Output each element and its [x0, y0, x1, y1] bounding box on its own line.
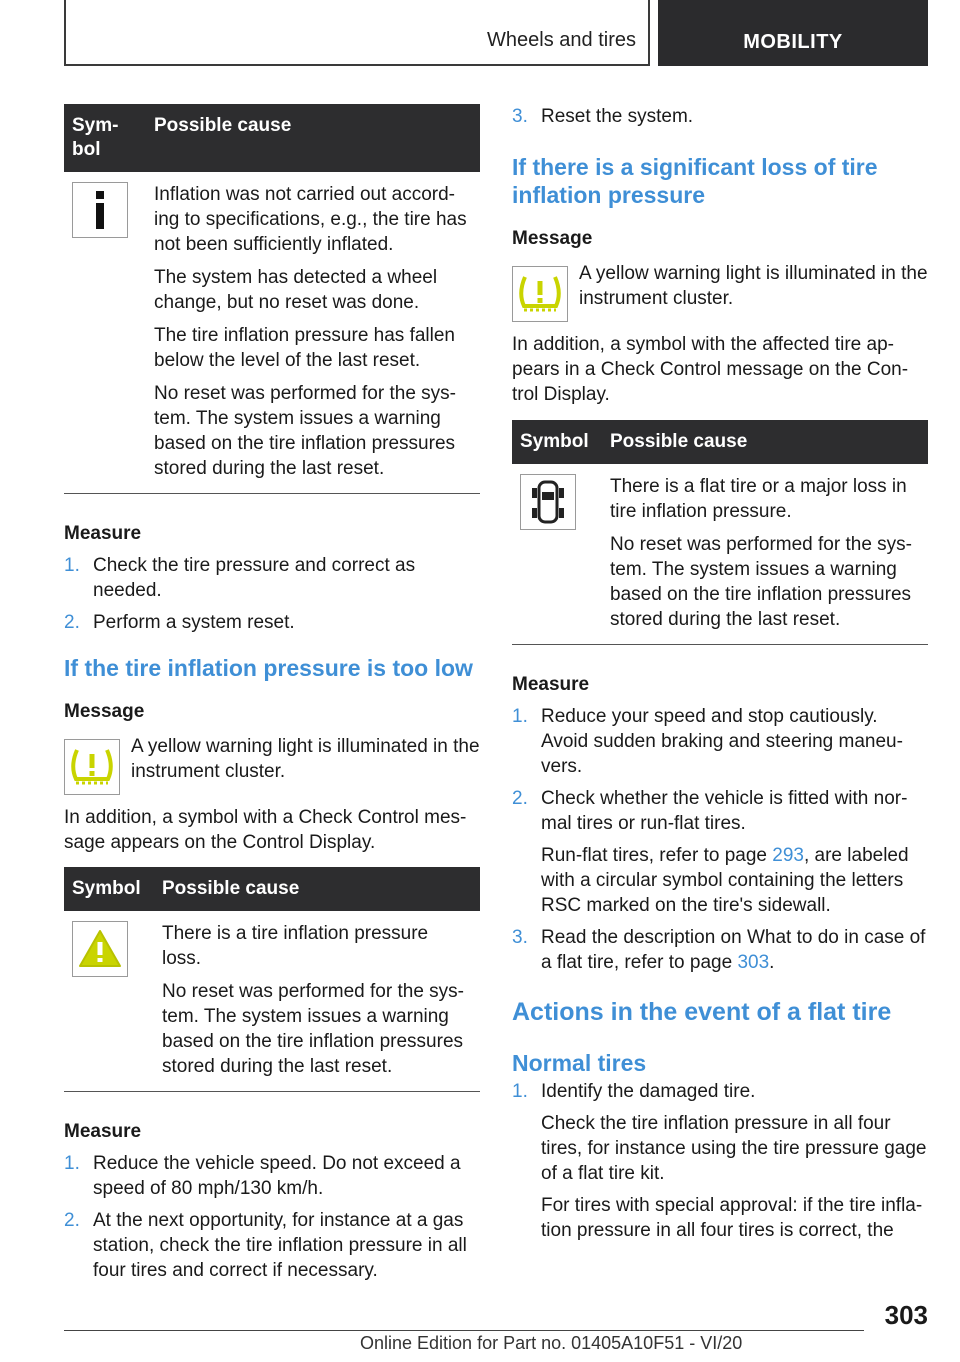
step-text: Reset the system. [541, 106, 694, 127]
measure-list [512, 704, 928, 975]
message-title: Message [64, 701, 145, 722]
left-column [64, 104, 480, 1283]
table-header-symbol: Symbol [512, 420, 602, 464]
message-text: A yellow warning light is illuminated in the instrument cluster. [579, 263, 928, 309]
measure-title: Measure [64, 523, 142, 544]
table-header-cause: Possible cause [146, 104, 480, 172]
symbol-cell [64, 911, 154, 1092]
list-item [512, 786, 928, 918]
symbol-table-3 [512, 420, 928, 645]
step-subtext [541, 843, 928, 918]
page-link-303[interactable]: 303 [737, 952, 770, 973]
footer-edition: Online Edition for Part no. 01405A10F51 - VI/20 [360, 1333, 743, 1353]
page-link-293[interactable]: 293 [772, 845, 804, 866]
section-heading: Actions in the event of a flat tire [512, 998, 892, 1026]
symbol-cell [64, 172, 146, 494]
list-item [512, 1079, 928, 1243]
list-item [512, 704, 928, 779]
list-item [64, 1208, 480, 1283]
cause-cell [602, 464, 928, 645]
step-text: Identify the damaged tire. [541, 1081, 756, 1102]
table-header-cause: Possible cause [602, 420, 928, 464]
chapter-title: MOBILITY [658, 0, 928, 66]
step-text: Check whether the vehicle is fitted with nor-mal tires or run-flat tires. [541, 788, 908, 834]
cause-text: There is a flat tire or a major loss in tire inflation pressure. [610, 476, 907, 522]
measure-list [512, 104, 928, 129]
cause-text: No reset was performed for the sys-tem. The system issues a warning based on the tire inflation pressures stored during the last reset. [162, 981, 464, 1077]
cause-text: The system has detected a wheel change, but no reset was done. [154, 267, 438, 313]
symbol-cell [512, 464, 602, 645]
cause-cell [154, 911, 480, 1092]
step-text: Reduce your speed and stop cautiously. Avoid sudden braking and steering maneu-vers. [541, 706, 903, 777]
step-number: 2. [64, 612, 80, 633]
measure-list [512, 1079, 928, 1243]
info-icon [72, 182, 128, 238]
list-item [64, 1151, 480, 1201]
list-item [512, 104, 928, 129]
step-number: 1. [512, 706, 528, 727]
tire-pressure-warning-icon [512, 266, 568, 322]
section-title: Wheels and tires [487, 29, 636, 51]
symbol-table-1 [64, 104, 480, 494]
message-note: In addition, a symbol with the affected tire ap-pears in a Check Control message on the Con-trol Display. [512, 334, 909, 405]
step-text: Read the description on What to do in case of a flat tire, refer to page [541, 927, 926, 973]
message-block [512, 261, 928, 322]
step-subtext: Check the tire inflation pressure in all four tires, for instance using the tire pressure gage of a flat tire kit. [541, 1113, 927, 1184]
list-item [64, 610, 480, 635]
cause-cell [146, 172, 480, 494]
message-text: A yellow warning light is illuminated in the instrument cluster. [131, 736, 480, 782]
right-column [512, 104, 928, 1243]
measure-list [64, 553, 480, 635]
section-heading: If there is a significant loss of tire inflation pressure [512, 154, 878, 208]
step-subtext: For tires with special approval: if the tire infla-tion pressure in all four tires is correct, the [541, 1195, 923, 1241]
section-heading: If the tire inflation pressure is too low [64, 655, 473, 681]
cause-text: Inflation was not carried out accord-ing to specifications, e.g., the tire has not been sufficiently inflated. [154, 184, 467, 255]
step-text: Reduce the vehicle speed. Do not exceed a speed of 80 mph/130 km/h. [93, 1153, 461, 1199]
step-number: 1. [512, 1081, 528, 1102]
step-number: 3. [512, 106, 528, 127]
message-block [64, 734, 480, 795]
step-number: 1. [64, 1153, 80, 1174]
list-item [64, 553, 480, 603]
cause-text: No reset was performed for the sys-tem. The system issues a warning based on the tire inflation pressures stored during the last reset. [154, 383, 456, 479]
step-number: 2. [512, 788, 528, 809]
car-tires-icon [520, 474, 576, 530]
cause-text: The tire inflation pressure has fallen below the level of the last reset. [154, 325, 455, 371]
step-number: 2. [64, 1210, 80, 1231]
step-number: 3. [512, 927, 528, 948]
step-text: At the next opportunity, for instance at a gas station, check the tire inflation pressure in all four tires and correct if necessary. [93, 1210, 467, 1281]
step-text: Check the tire pressure and correct as needed. [93, 555, 416, 601]
symbol-table-2 [64, 867, 480, 1092]
table-header-symbol: Sym- bol [64, 104, 146, 172]
step-subtext-part: Run-flat tires, refer to page [541, 845, 773, 866]
tire-pressure-warning-icon [64, 739, 120, 795]
step-text-end: . [769, 952, 775, 973]
page-header [64, 0, 928, 66]
table-header-symbol: Symbol [64, 867, 154, 911]
cause-text: No reset was performed for the sys-tem. The system issues a warning based on the tire inflation pressures stored during the last reset. [610, 534, 912, 630]
page-number: 303 [884, 1300, 928, 1330]
measure-title: Measure [512, 674, 590, 695]
table-header-cause: Possible cause [154, 867, 480, 911]
footer-divider [64, 1330, 864, 1331]
step-subtext-part: , are labeled with a circular symbol containing the letters RSC marked on the tire's sidewall. [541, 845, 909, 916]
message-note: In addition, a symbol with a Check Control mes-sage appears on the Control Display. [64, 807, 467, 853]
step-text: Perform a system reset. [93, 612, 295, 633]
subsection-heading: Normal tires [512, 1050, 647, 1076]
list-item [512, 925, 928, 975]
measure-title: Measure [64, 1121, 142, 1142]
warning-triangle-icon [72, 921, 128, 977]
step-number: 1. [64, 555, 80, 576]
message-title: Message [512, 228, 593, 249]
measure-list [64, 1151, 480, 1283]
cause-text: There is a tire inflation pressure loss. [162, 923, 429, 969]
